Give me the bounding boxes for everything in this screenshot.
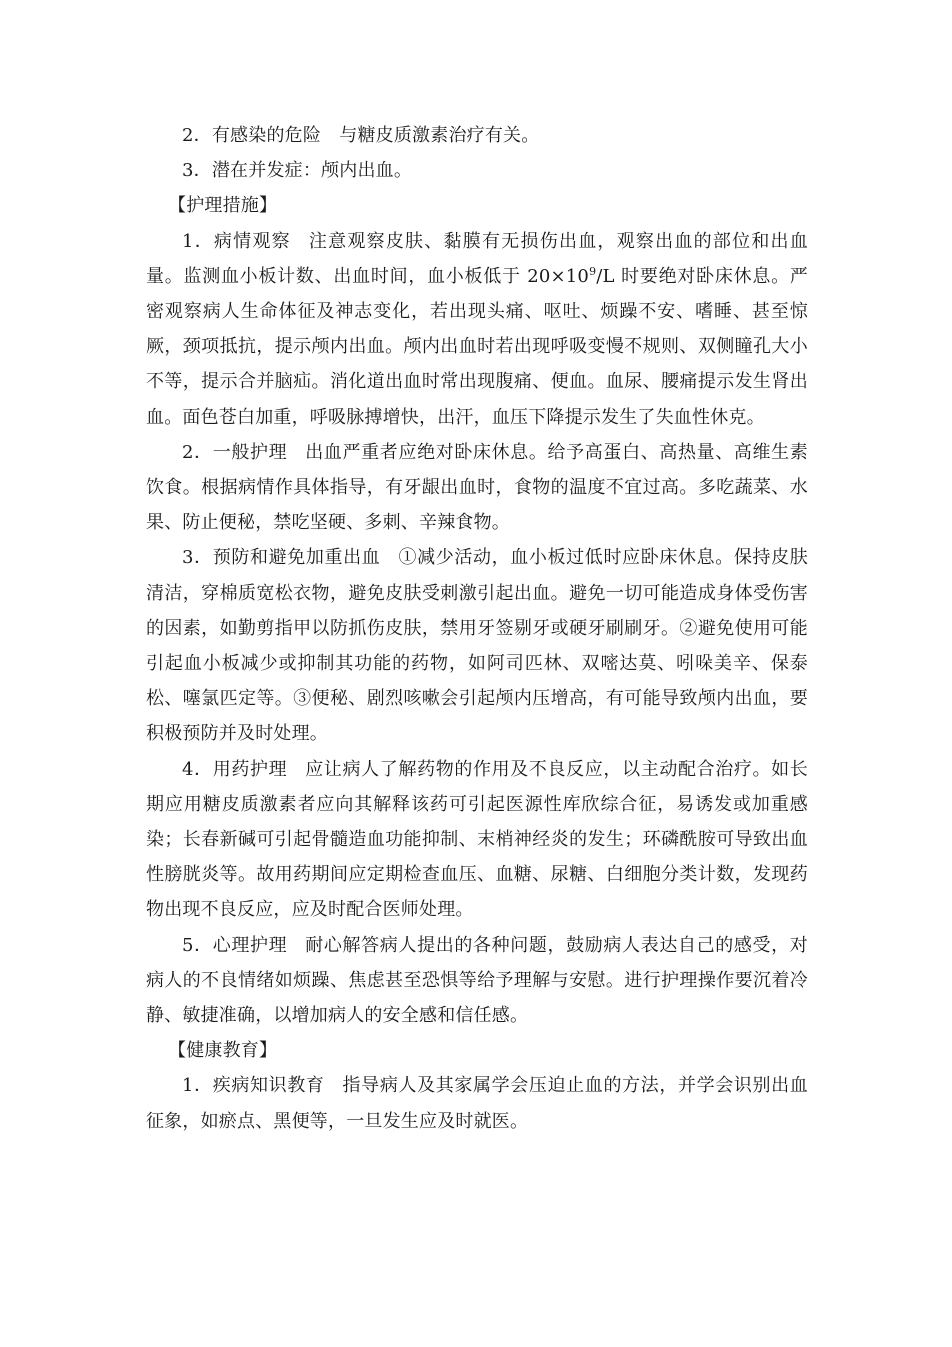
section-heading-nursing: 【护理措施】 xyxy=(168,195,278,217)
nursing-item-general xyxy=(146,435,808,541)
diagnosis-infection-risk: 2．有感染的危险 与糖皮质激素治疗有关。 xyxy=(182,125,540,146)
education-item-lead: 1．疾病知识教育 xyxy=(182,1075,325,1097)
nursing-item-prevention xyxy=(146,540,808,751)
nursing-item-body: 耐心解答病人提出的各种问题，鼓励病人表达自己的感受，对病人的不良情绪如烦躁、焦虑甚至恐惧等给予理解与安慰。进行护理操作要沉着冷静、敏捷准确，以增加病人的安全感和信任感。 xyxy=(146,934,808,1027)
nursing-item-lead: 4．用药护理 xyxy=(182,758,288,780)
nursing-item-body: 应让病人了解药物的作用及不良反应，以主动配合治疗。如长期应用糖皮质激素者应向其解释该药可引起医源性库欣综合征，易诱发或加重感染；长春新碱可引起骨髓造血功能抑制、末梢神经炎的发生；环磷酰胺可导致出血性膀胱炎等。故用药期间应定期检查血压、血糖、尿糖、白细胞分类计数，发现药物出现不良反应，应及时配合医师处理。 xyxy=(146,758,808,921)
education-item-body: 指导病人及其家属学会压迫止血的方法，并学会识别出血征象，如瘀点、黑便等，一旦发生应及时就医。 xyxy=(146,1075,808,1132)
nursing-item-observation xyxy=(146,224,808,435)
nursing-item-lead: 1．病情观察 xyxy=(182,230,291,252)
exponent: 9 xyxy=(589,264,597,278)
document-body xyxy=(146,118,808,1139)
nursing-item-body-cont: /L 时要绝对卧床休息。严密观察病人生命体征及神志变化，若出现头痛、呕吐、烦躁不安、嗜睡、甚至惊厥，颈项抵抗，提示颅内出血。颅内出血时若出现呼吸变慢不规则、双侧瞳孔大小不等，提示合并脑疝。消化道出血时常出现腹痛、便血。血尿、腰痛提示发生肾出血。面色苍白加重，呼吸脉搏增快，出汗，血压下降提示发生了失血性休克。 xyxy=(146,265,809,428)
nursing-item-body: 出血严重者应绝对卧床休息。给予高蛋白、高热量、高维生素饮食。根据病情作具体指导，有牙龈出血时，食物的温度不宜过高。多吃蔬菜、水果、防止便秘，禁吃坚硬、多刺、辛辣食物。 xyxy=(146,441,808,534)
nursing-item-lead: 3．预防和避免加重出血 xyxy=(182,547,381,569)
nursing-item-body: 注意观察皮肤、黏膜有无损伤出血，观察出血的部位和出血量。监测血小板计数、出血时间，血小板低于 20×10 xyxy=(146,230,808,287)
nursing-item-lead: 5．心理护理 xyxy=(182,934,288,956)
section-heading-education: 【健康教育】 xyxy=(168,1040,278,1062)
nursing-item-lead: 2．一般护理 xyxy=(182,441,288,463)
nursing-item-medication xyxy=(146,752,808,928)
nursing-item-body: ①减少活动，血小板过低时应卧床休息。保持皮肤清洁，穿棉质宽松衣物，避免皮肤受刺激引起出血。避免一切可能造成身体受伤害的因素，如勤剪指甲以防抓伤皮肤，禁用牙签剔牙或硬牙刷刷牙。②避免使用可能引起血小板减少或抑制其功能的药物，如阿司匹林、双嘧达莫、吲哚美辛、保泰松、噻氯匹定等。③便秘、剧烈咳嗽会引起颅内压增高，有可能导致颅内出血，要积极预防并及时处理。 xyxy=(146,547,808,745)
nursing-item-psychological xyxy=(146,928,808,1034)
education-item-knowledge xyxy=(146,1068,808,1138)
diagnosis-complication: 3．潜在并发症：颅内出血。 xyxy=(182,160,413,182)
